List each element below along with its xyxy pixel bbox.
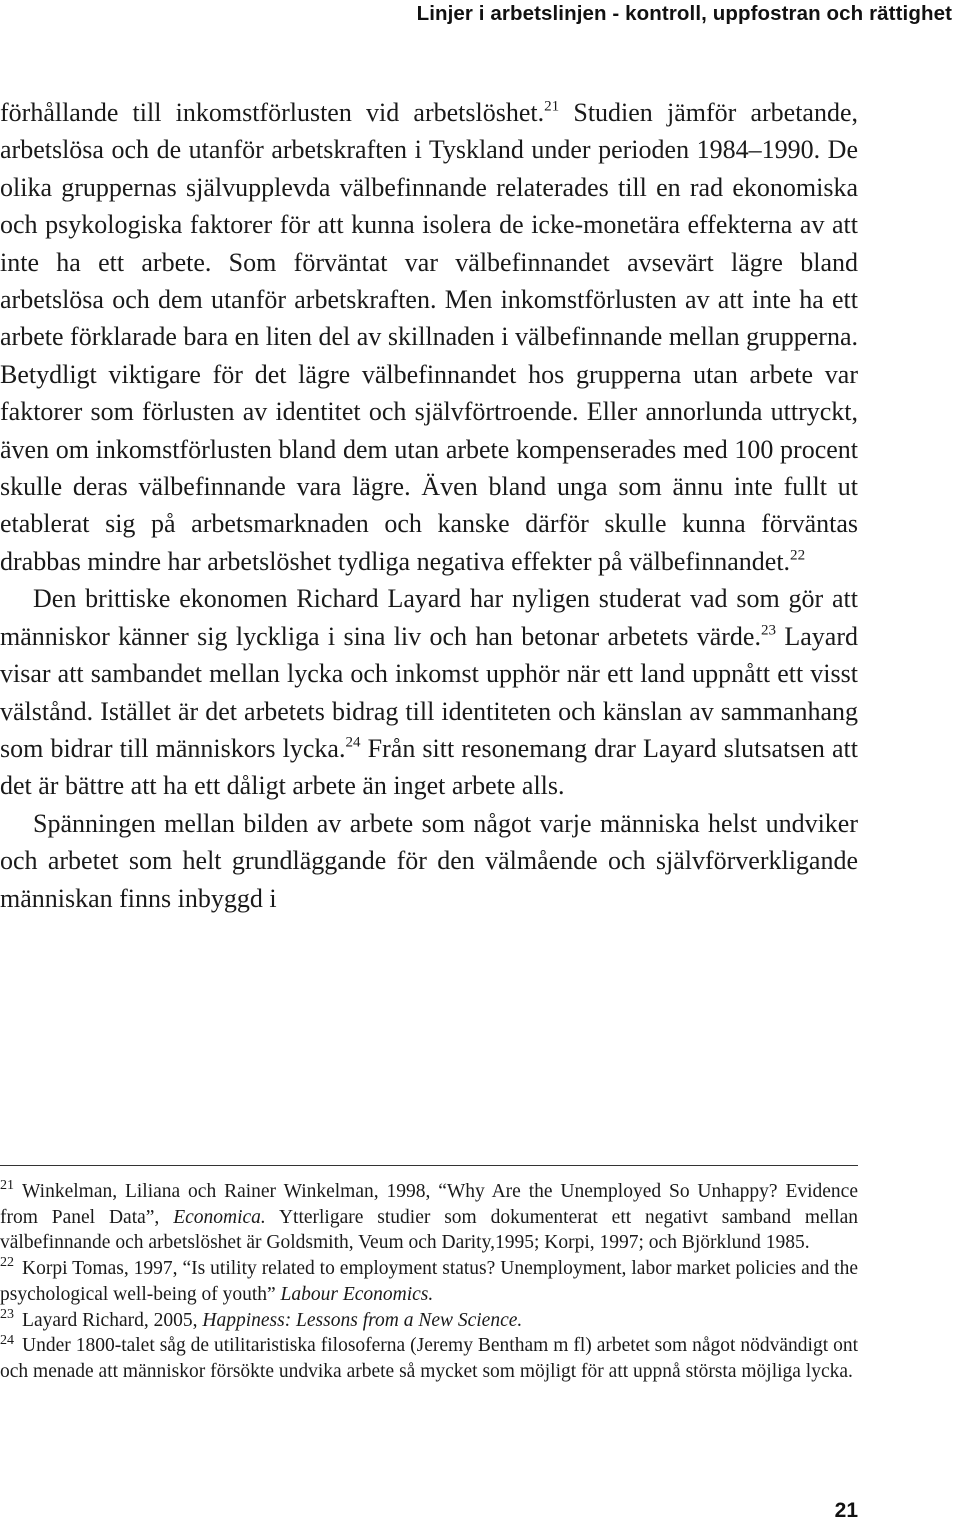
footnote-ref-22: 22 [790,547,806,564]
paragraph-2-text: Den brittiske ekonomen Richard Layard har nyligen studerat vad som gör att människor känner sig lyckliga i sina liv och han betonar arbetets värde. [0,584,858,651]
running-header: Linjer i arbetslinjen - kontroll, uppfostran och rättighet [416,2,952,25]
footnote-ref-24: 24 [345,734,361,751]
footnote-text: Layard Richard, 2005, [22,1309,203,1331]
paragraph-2 [0,580,858,804]
footnote-number: 21 [0,1177,15,1194]
footnote-journal: Labour Economics. [280,1283,434,1305]
paragraph-1 [0,94,858,580]
paragraph-1-text-cont: Studien jämför arbetande, arbetslösa och de utanför arbetskraften i Tyskland under perioden 1984–1990. De olika gruppernas självupplevda välbefinnande relaterades till en rad ekonomiska och psykologiska faktorer för att kunna isolera de icke-monetära effekterna av att inte ha ett arbete. Som förväntat var välbefinnandet avsevärt lägre bland arbetslösa och dem utanför arbetskraften. Men inkomstförlusten av att inte ha ett arbete förklarade bara en liten del av skillnaden i välbefinnande mellan grupperna. Betydligt viktigare för det lägre välbefinnandet hos grupperna utan arbete var faktorer som förlusten av identitet och självförtroende. Eller annorlunda uttryckt, även om inkomstförlusten bland dem utan arbete kompenserades med 100 procent skulle deras välbefinnande vara lägre. Även bland unga som ännu inte fullt ut etablerat sig på arbetsmarknaden och kanske därför skulle kunna förväntas drabbas mindre har arbetslöshet tydliga negativa effekter på välbefinnandet. [0,98,859,576]
footnote-text: Under 1800-talet såg de utilitaristiska filosoferna (Jeremy Bentham m fl) arbetet som något nödvändigt ont och menade att människor försökte undvika arbete så mycket som möjligt för att uppnå största möjliga lycka. [0,1335,858,1382]
footnote-number: 24 [0,1331,15,1348]
footnote-divider [0,1165,858,1166]
paragraph-2-text-cont: Layard visar att sambandet mellan lycka och inkomst upphör när ett land uppnått ett visst välstånd. Istället är det arbetets bidrag till identiteten och känslan av sammanhang som bidrar till människors lycka. [0,621,858,763]
footnote-21 [0,1179,858,1256]
footnote-number: 23 [0,1305,15,1322]
footnote-ref-21: 21 [544,98,560,115]
footnote-23 [0,1305,858,1334]
footnote-text-cont: Ytterligare studier som dokumenterat ett negativt samband mellan välbefinnande och arbetslöshet är Goldsmith, Veum och Darity,1995; Korpi, 1997; och Björklund 1985. [0,1206,858,1254]
footnote-22 [0,1256,858,1307]
footnote-text: Korpi Tomas, 1997, “Is utility related to employment status? Unemployment, labor market policies and the psychological well-being of youth” [0,1258,858,1305]
paragraph-2-text-end: Från sitt resonemang drar Layard slutsatsen att det är bättre att ha ett dåligt arbete än inget arbete alls. [0,733,858,801]
footnote-text: Winkelman, Liliana och Rainer Winkelman, 1998, “Why Are the Unemployed So Unhappy? Evidence from Panel Data”, [0,1181,858,1228]
footnote-journal: Economica. [173,1206,266,1228]
footnotes [0,1179,858,1385]
footnote-number: 22 [0,1254,15,1271]
paragraph-3-text: Spänningen mellan bilden av arbete som något varje människa helst undviker och arbetet som helt grundläggande för den välmående och självförverkligande människan finns inbyggd i [0,808,858,913]
footnote-ref-23: 23 [760,622,777,639]
body-text [0,94,858,917]
paragraph-3 [0,805,858,917]
footnote-24 [0,1333,858,1384]
page-number: 21 [834,1499,858,1522]
paragraph-1-text: förhållande till inkomstförlusten vid arbetslöshet. [0,98,545,127]
footnote-book-title: Happiness: Lessons from a New Science. [202,1309,523,1331]
